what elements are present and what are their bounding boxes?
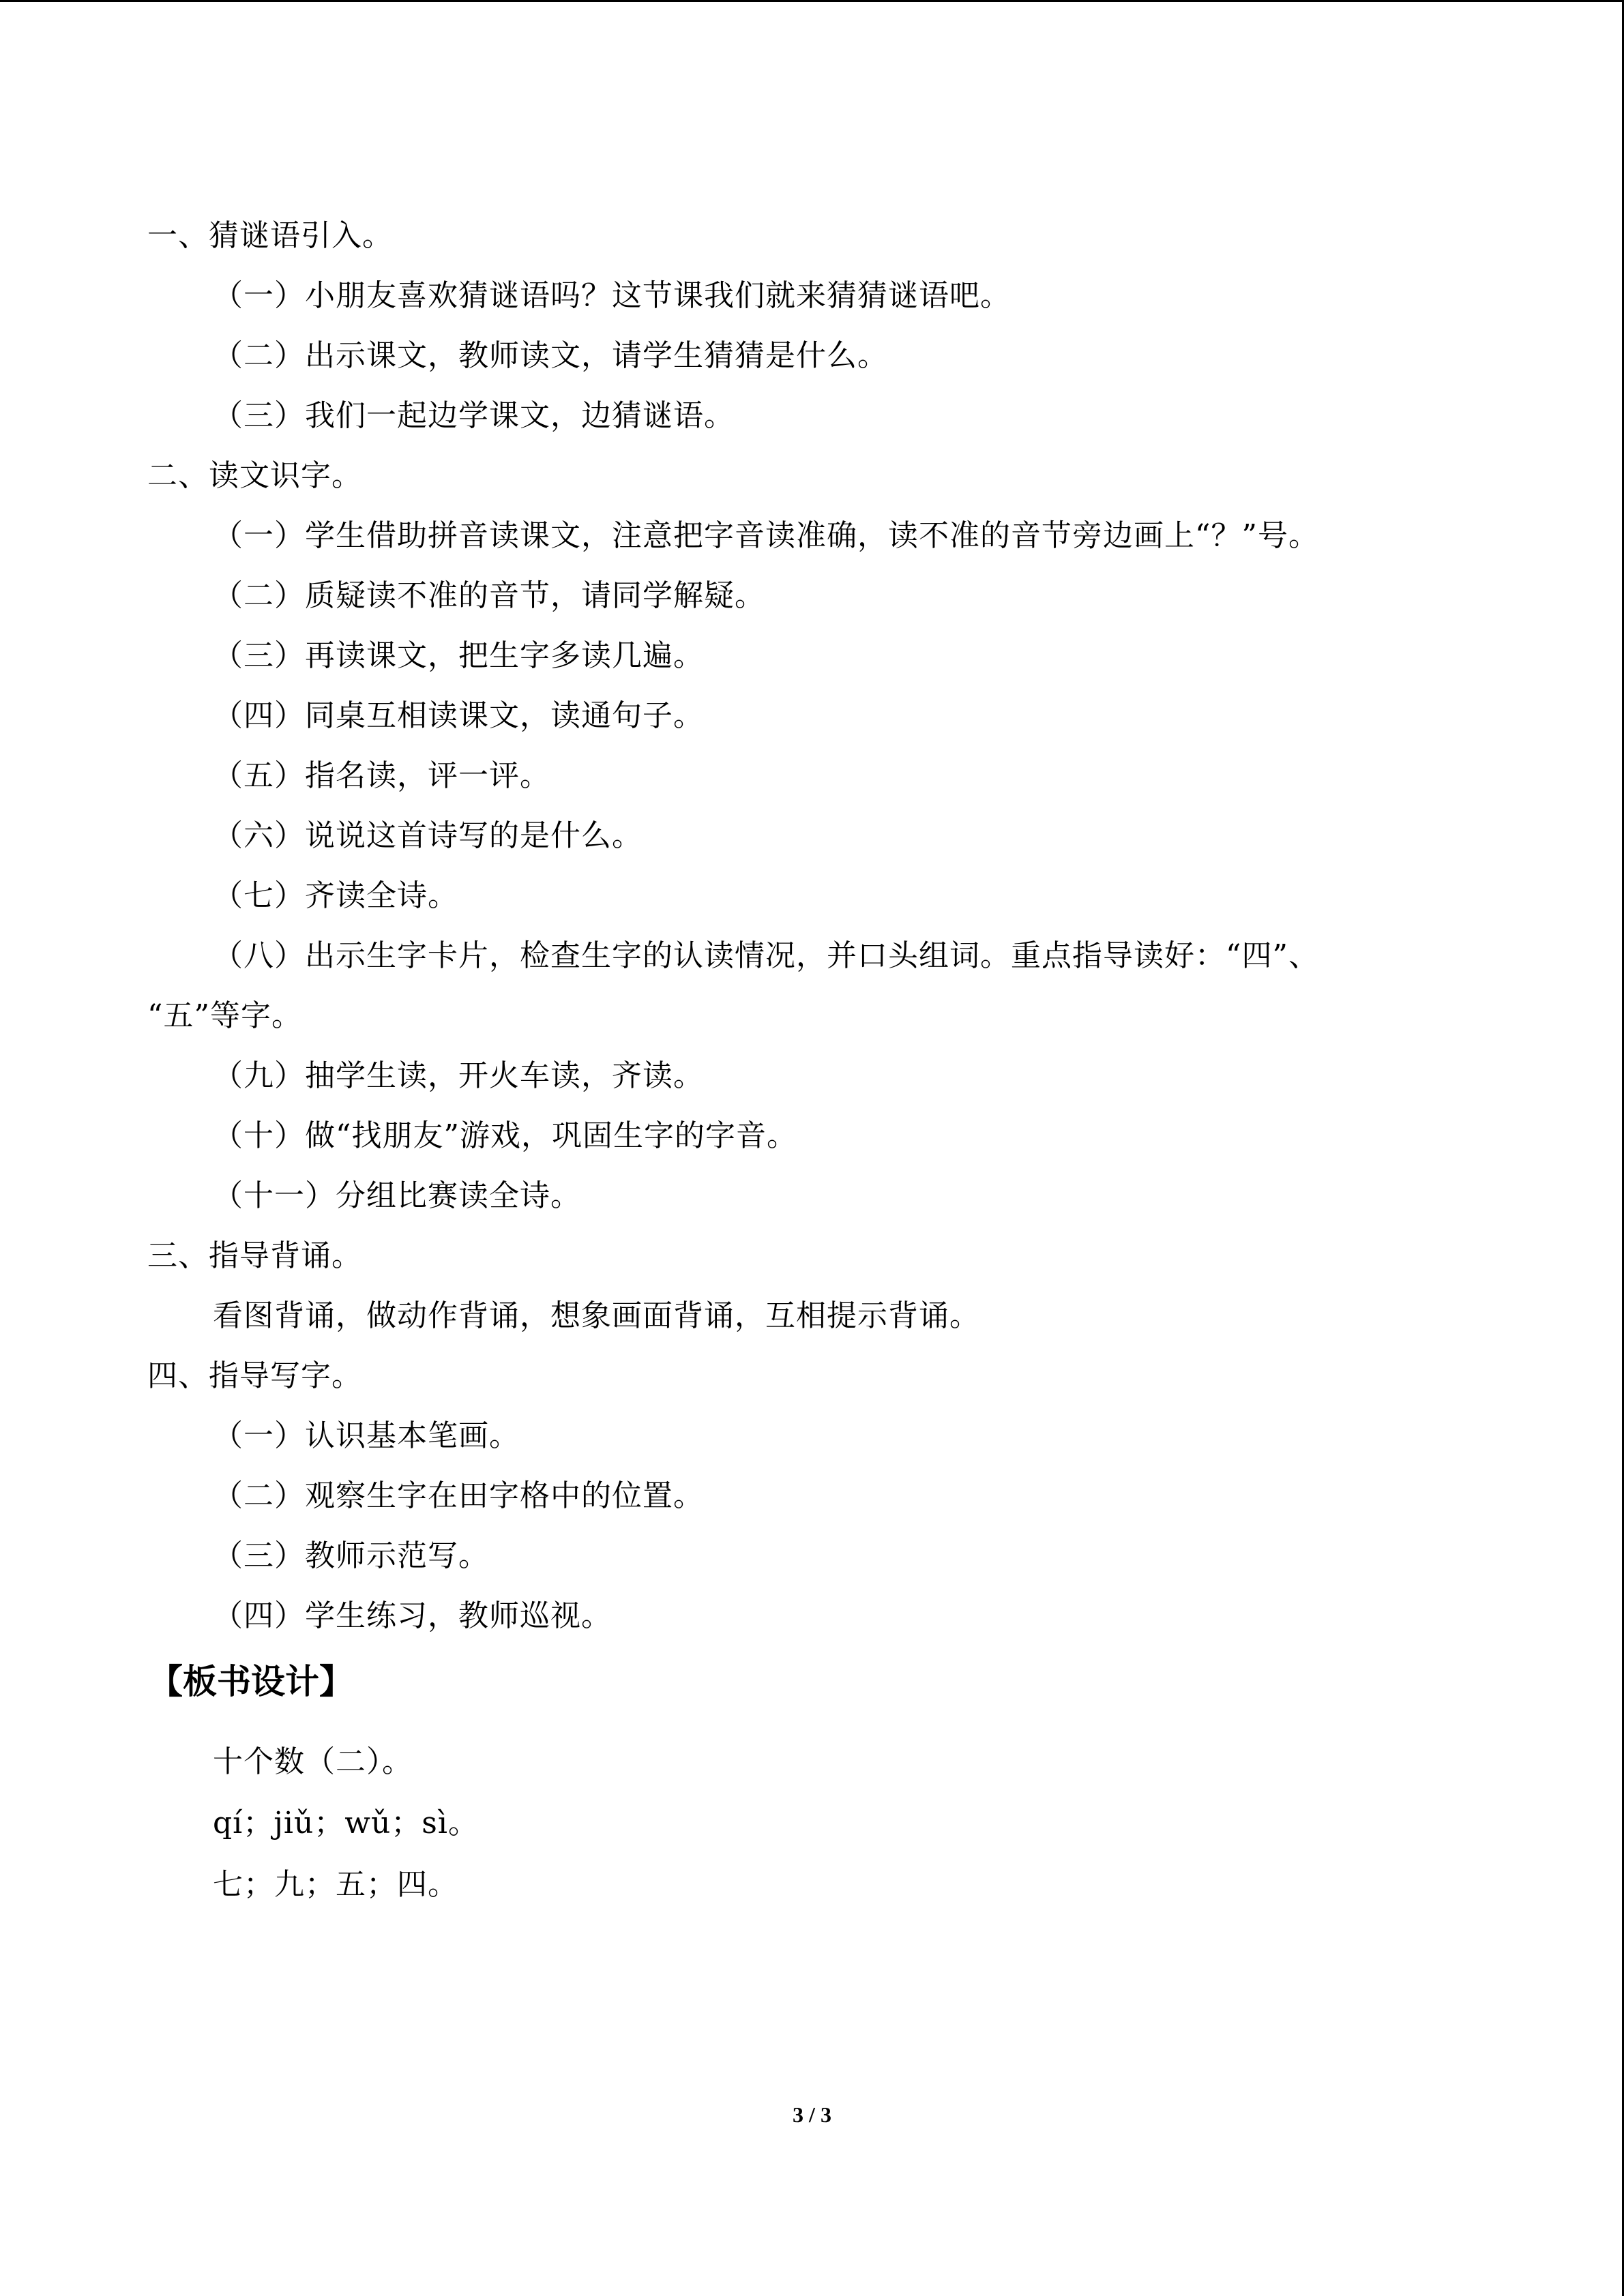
- list-item: （一）小朋友喜欢猜谜语吗？这节课我们就来猜猜谜语吧。: [213, 278, 1011, 313]
- list-item: （十）做“找朋友”游戏，巩固生字的字音。: [213, 1118, 797, 1153]
- board-line: 十个数（二）。: [213, 1744, 413, 1779]
- list-item: （四）学生练习，教师巡视。: [213, 1598, 612, 1633]
- list-item: （八）出示生字卡片，检查生字的认读情况，并口头组词。重点指导读好：“四”、: [213, 938, 1319, 973]
- section-heading-3: 三、指导背诵。: [147, 1238, 362, 1273]
- list-item: （二）质疑读不准的音节，请同学解疑。: [213, 578, 765, 613]
- list-item: （一）认识基本笔画。: [213, 1418, 520, 1453]
- list-item: （二）观察生字在田字格中的位置。: [213, 1478, 704, 1513]
- section-heading-4: 四、指导写字。: [147, 1358, 362, 1393]
- list-item: （一）学生借助拼音读课文，注意把字音读准确，读不准的音节旁边画上“？”号。: [213, 518, 1319, 553]
- list-item: （二）出示课文，教师读文，请学生猜猜是什么。: [213, 338, 888, 373]
- list-item: （三）再读课文，把生字多读几遍。: [213, 638, 704, 673]
- list-item: 看图背诵，做动作背诵，想象画面背诵，互相提示背诵。: [213, 1298, 980, 1333]
- list-item: （七）齐读全诗。: [213, 878, 458, 913]
- list-item: （十一）分组比赛读全诗。: [213, 1178, 581, 1213]
- board-line: 七；九；五；四。: [213, 1867, 458, 1902]
- list-item: （三）教师示范写。: [213, 1538, 489, 1573]
- list-item: （四）同桌互相读课文，读通句子。: [213, 698, 704, 733]
- list-item: （五）指名读，评一评。: [213, 758, 550, 793]
- board-line: qí；jiǔ；wǔ；sì。: [213, 1806, 479, 1840]
- list-item: （六）说说这首诗写的是什么。: [213, 818, 643, 853]
- board-design-title: 【板书设计】: [149, 1661, 353, 1701]
- list-item: （九）抽学生读，开火车读，齐读。: [213, 1058, 704, 1093]
- section-heading-1: 一、猜谜语引入。: [147, 218, 393, 253]
- page-number: 3 / 3: [793, 2102, 831, 2127]
- list-item-continuation: “五”等字。: [147, 998, 302, 1033]
- section-heading-2: 二、读文识字。: [147, 458, 362, 493]
- list-item: （三）我们一起边学课文，边猜谜语。: [213, 398, 735, 433]
- top-border-rule: [0, 0, 1624, 2]
